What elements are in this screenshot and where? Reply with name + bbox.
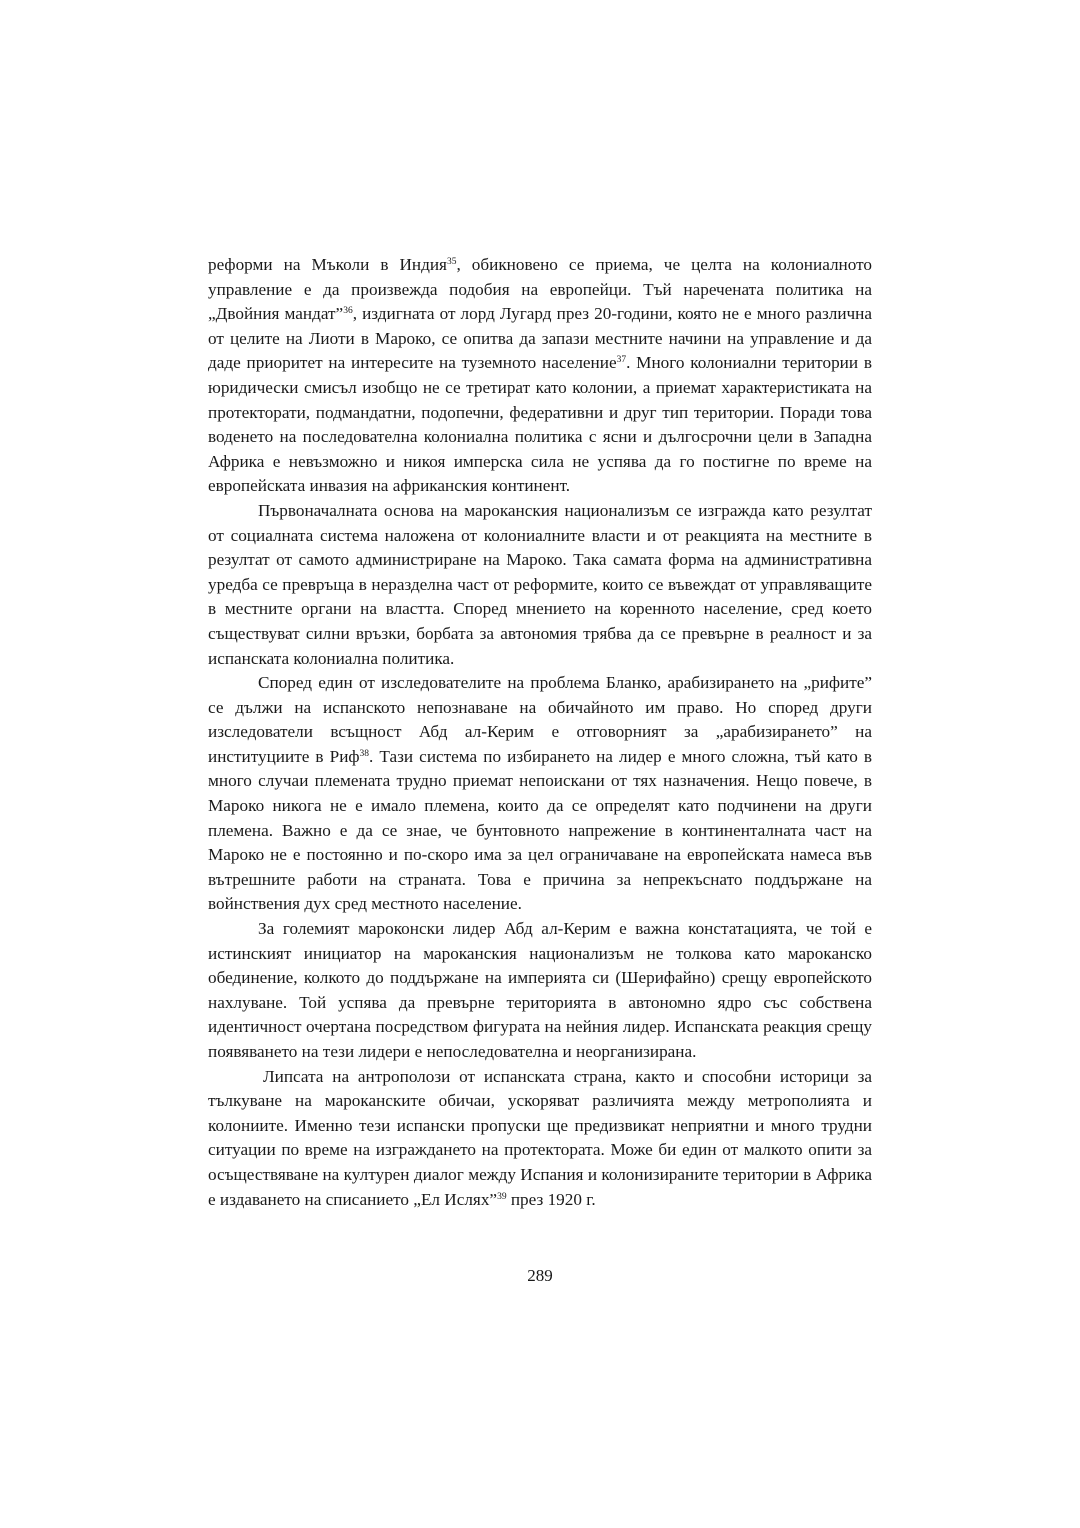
- paragraph-5: Липсата на антрополози от испанската страна, както и способни историци за тълкуване на мароканските обичаи, ускоряват различията между метрополията и колониите. Именно тези испански пропуски ще предизвикат неприятни и много трудни ситуации по време на изграждането на протектората. Може би един от малкото опити за осъществяване на културен диалог между Испания и колонизираните територии в Африка е издаването на списанието „Ел Ислях”$^{39}$ през 1920 г.: [208, 1066, 872, 1209]
- paragraph-2: Първоначалната основа на мароканския национализъм се изгражда като резултат от социалната система наложена от колониалните власти и от реакцията на местните в резултат от самото администриране на Мароко. Така самата форма на административна уредба се превръща в неразделна част от реформите, които се въвеждат от управляващите в местните органи на властта. Според мнението на коренното население, сред което съществуват силни връзки, борбата за автономия трябва да се превърне в реалност и за испанската колониална политика.: [208, 500, 872, 668]
- footnote-ref-36[interactable]: 36: [343, 306, 353, 317]
- page-body: [208, 253, 872, 1212]
- paragraph-3: Според един от изследователите на проблема Бланко, арабизирането на „рифите” се дължи на испанското непознаване на обичайното им право. Но според други изследователи всъщност Абд ал-Керим е отговорният за „арабизирането” на институциите в Риф$^{38}$. Тази система по избирането на лидер е много сложна, тъй като в много случаи племената трудно приемат непоискани от тях назначения. Нещо повече, в Мароко никога не е имало племена, които да се определят като подчинени на други племена. Важно е да се знае, че бунтовното напрежение в континенталната част на Мароко не е постоянно и по-скоро има за цел ограничаване на европейската намеса във вътрешните работи на страната. Това е причина за непрекъснато поддържане на войнствения дух сред местното население.: [208, 673, 872, 914]
- footnote-ref-35[interactable]: 35: [446, 257, 457, 267]
- page-number: 289: [527, 1266, 553, 1285]
- footnote-ref-39[interactable]: 39: [497, 1191, 507, 1202]
- paragraph-4: За големият мароконски лидер Абд ал-Керим е важна констатацията, че той е истинският инициатор на мароканския национализъм не толкова като мароканско обединение, колкото до поддържане на империята си (Шерифайно) срещу европейското нахлуване. Той успява да превърне територията в автономно ядро със собствена идентичност очертана посредством фигурата на нейния лидер. Испанската реакция срещу появяването на тези лидери е непоследователна и неорганизирана.: [208, 919, 872, 1061]
- footnote-ref-38[interactable]: 38: [359, 748, 370, 759]
- paragraph-1: реформи на Мъколи в Индия$^{35}$, обикновено се приема, че целта на колониалното управление е да произвежда подобия на европейци. Тъй наречената политика на „Двойния мандат”$^{36}$, издигната от лорд Лугард през 20-години, която не е много различна от целите на Лиоти в Мароко, се опитва да запази местните начини на управление и да даде приоритет на интересите на туземното население$^{37}$. Много колониални територии в юридически смисъл изобщо не се третират като колонии, а приемат характеристиката на протекторати, подмандатни, подопечни, федеративни и друг тип територии. Поради това воденето на последователна колониална политика с ясни и дългосрочни цели в Западна Африка е невъзможно и никоя имперска сила не успява да го постигне по време на европейската инвазия на африканския континент.: [208, 255, 872, 496]
- footnote-ref-37[interactable]: 37: [616, 355, 627, 366]
